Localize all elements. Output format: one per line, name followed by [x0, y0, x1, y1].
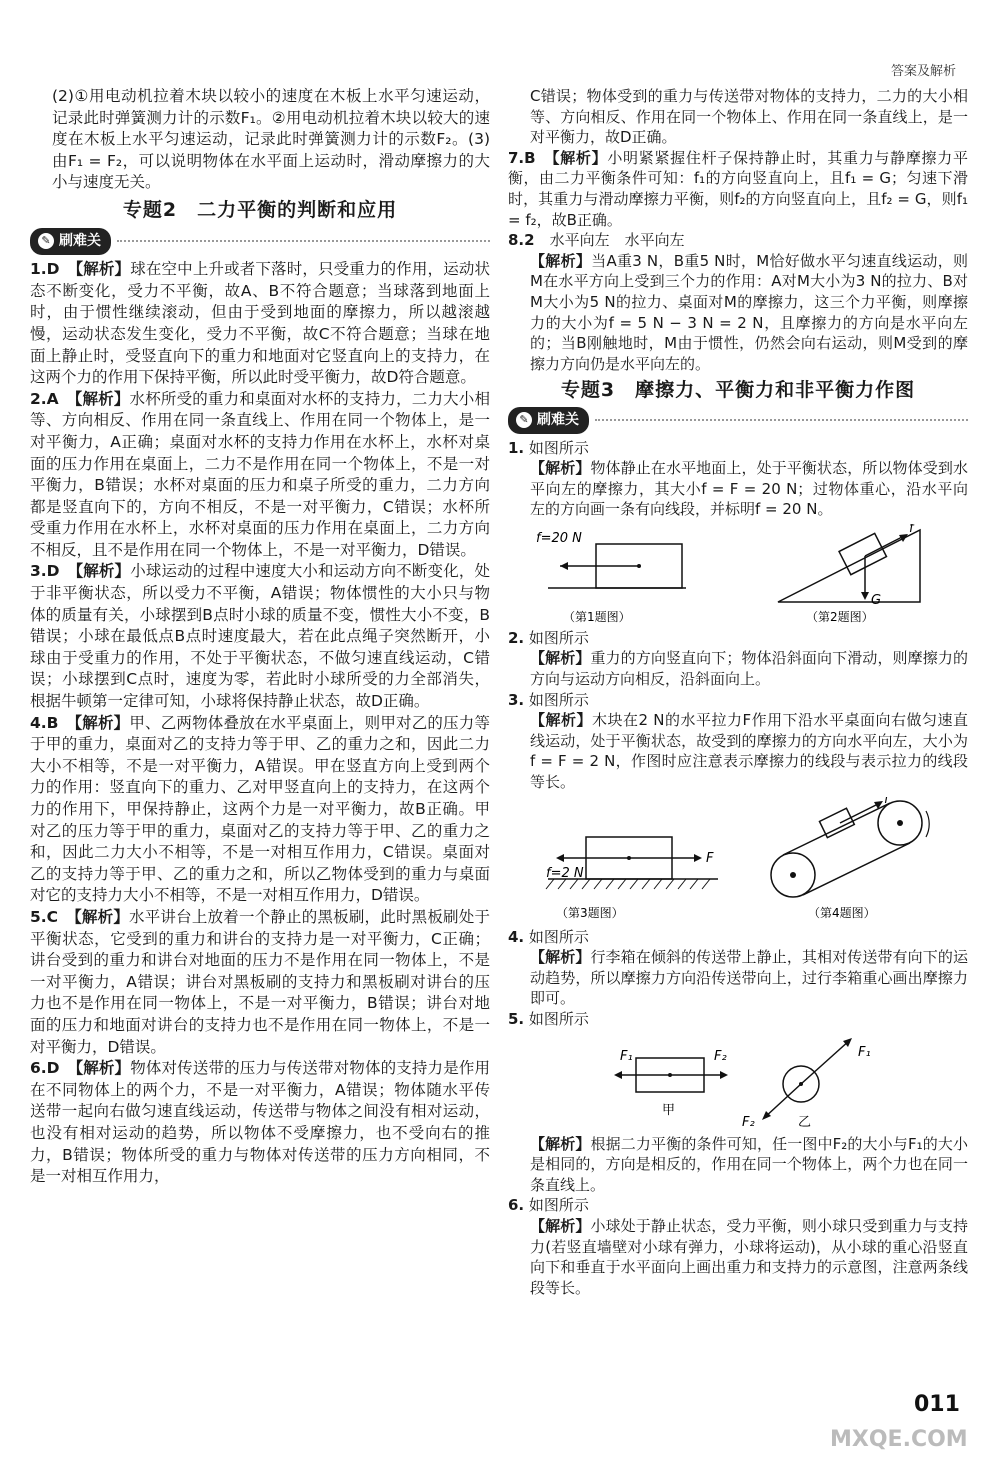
- analysis-tag: 【解析】: [74, 389, 130, 408]
- hatch-mark: [618, 879, 626, 889]
- arrow-head: [720, 1071, 728, 1079]
- hatch-mark: [654, 879, 662, 889]
- belt-top: [783, 803, 890, 855]
- label-yi: 乙: [798, 1114, 812, 1130]
- answer-item: [508, 710, 968, 792]
- hatch-mark: [642, 879, 650, 889]
- answer-item: [30, 389, 490, 562]
- incline: [778, 530, 920, 602]
- answer-item: [508, 230, 968, 251]
- answer-item: [508, 648, 968, 689]
- axle-left: [790, 872, 796, 878]
- hatch-mark: [678, 879, 686, 889]
- hatch-mark: [690, 879, 698, 889]
- badge-label: 刷难关: [537, 411, 579, 428]
- answer-number: 6.D: [30, 1059, 60, 1078]
- label-f2N: f=2 N: [546, 865, 584, 881]
- answer-text: 小球运动的过程中速度大小和运动方向不断变化，处于非平衡状态，所以受力不平衡，A错误；物体惯性的大小只与物体的质量有关，小球摆到B点时小球的质量不变，惯性大小不变，B错误；小球在最低点B点时速度最大，若在此点绳子突然断开，小球由于受重力的作用，不处于平衡状态，不做匀速直线运动，C错误；小球摆到C点时，速度为零，若此时小球所受的力全部消失，根据牛顿第一定律可知，小球将保持静止状态，故D正确。: [30, 562, 490, 711]
- analysis-tag: 【解析】: [530, 948, 591, 967]
- answer-item: [30, 1058, 490, 1188]
- continued-text: C错误；物体受到的重力与传送带对物体的支持力，二力的大小相等、方向相反、作用在同一个物体上、作用在同一条直线上，是一对平衡力，故D正确。: [530, 87, 968, 147]
- answer-number: 8.2: [508, 231, 535, 250]
- watermark-text: MXQE.COM: [830, 1427, 968, 1452]
- answer-item: [508, 251, 968, 375]
- label-f20: f=20 N: [536, 530, 582, 546]
- analysis-tag: 【解析】: [530, 251, 592, 270]
- axle-right: [897, 820, 903, 826]
- label-F: F: [706, 850, 714, 866]
- answer-head: 如图所示: [528, 1010, 589, 1028]
- answer-text: 甲、乙两物体叠放在水平桌面上，则甲对乙的压力等于甲的重力，桌面对乙的支持力等于甲、乙的重力之和，因此二力大小不相等，不是一对平衡力，A错误。甲在竖直方向上受到两个力的作用：竖直向下的重力、乙对甲竖直向上的支持力，在这两个力的作用下，甲保持静止，这两个力是一对平衡力，故B正确。甲对乙的压力等于甲的重力，桌面对乙的支持力等于甲、乙的重力之和，因此二力大小不相等，不是一对相互作用力，C错误。桌面对乙的支持力等于甲、乙的重力之和，所以乙物体受到的重力与桌面对它的支持力大小不相等，不是一对相互作用力，D错误。: [30, 713, 490, 905]
- badge-pill: [508, 407, 589, 434]
- arrow-head: [694, 854, 702, 862]
- label-F2-jia: F₂: [714, 1048, 727, 1064]
- analysis-tag: 【解析】: [552, 148, 608, 167]
- answer-text: 木块在2 N的水平拉力F作用下沿水平桌面向右做匀速直线运动，处于平衡状态，故受到的摩擦力的方向水平向左，大小为f = F = 2 N，作图时应注意表示摩擦力的线段与表示拉力的线段等长。: [530, 711, 968, 792]
- hatch-mark: [702, 879, 710, 889]
- section-title-2: 专题2 二力平衡的判断和应用: [122, 198, 398, 221]
- arrow-head: [614, 1071, 622, 1079]
- badge-dotted-line: [117, 240, 490, 242]
- watermark: [820, 1390, 990, 1454]
- answer-head: 如图所示: [528, 628, 589, 647]
- badge-shuanguan: [30, 228, 490, 256]
- answer-head: 如图所示: [528, 927, 589, 946]
- analysis-tag: 【解析】: [75, 562, 131, 581]
- answer-number: 2.A: [30, 389, 59, 408]
- figure-5-svg: [508, 1034, 968, 1130]
- analysis-tag: 【解析】: [530, 459, 591, 478]
- answer-number: 4.B: [30, 713, 59, 732]
- analysis-tag: 【解析】: [75, 260, 131, 279]
- answer-item: [508, 1195, 968, 1216]
- figure-3-4-svg: [508, 797, 968, 923]
- hatch-mark: [630, 879, 638, 889]
- answer-item: [508, 148, 968, 230]
- badge-shuanguan: [508, 407, 968, 434]
- rotation-arrow: [926, 811, 929, 837]
- badge-dotted-line: [595, 419, 968, 421]
- answer-item: [508, 438, 968, 459]
- label-F1-jia: F₁: [620, 1048, 633, 1064]
- page-number: 011: [914, 1392, 960, 1417]
- answer-item: [508, 927, 968, 948]
- answer-number: 3.: [508, 690, 525, 709]
- answer-text: 物体静止在水平地面上，处于平衡状态，所以物体受到水平向左的摩擦力，其大小f = F = 20 N；过物体重心，沿水平向左的方向画一条有向线段，并标明f = 20 N。: [530, 459, 968, 519]
- friction-arrow-4: [840, 803, 880, 823]
- answer-item: [30, 561, 490, 712]
- analysis-tag: 【解析】: [73, 907, 130, 926]
- running-header: 答案及解析: [890, 64, 956, 79]
- label-f4: f: [884, 796, 889, 807]
- answer-text: 当A重3 N，B重5 N时，M恰好做水平匀速直线运动，则M在水平方向上受到三个力的作用：A对M大小为3 N的拉力、B对M大小为5 N的拉力、桌面对M的摩擦力，这三个力平衡，则摩擦力的大小为f = 5 N − 3 N = 2 N，且摩擦力的方向是水平向左的；当B刚触地时，M由于惯性，仍然会向右运动，则M受到的摩擦力方向仍是水平向左的。: [530, 251, 968, 373]
- answer-item: [508, 628, 968, 649]
- figure-1-2: [508, 524, 968, 624]
- answer-item: [508, 1134, 968, 1196]
- badge-label: 刷难关: [59, 232, 101, 249]
- hatch-mark: [606, 879, 614, 889]
- answer-item: [508, 458, 968, 520]
- answer-head: 如图所示: [528, 438, 589, 457]
- caption-1: （第1题图）: [563, 609, 631, 624]
- answer-text: 小明紧紧握住杆子保持静止时，其重力与静摩擦力平衡，由二力平衡条件可知：f₁的方向竖直向上，且f₁ = G；匀速下滑时，其重力与滑动摩擦力平衡，则f₂的方向竖直向上，且f₂ = G，则f₁ = f₂，故B正确。: [508, 148, 968, 229]
- badge-pill: [30, 228, 111, 256]
- hatch-mark: [666, 879, 674, 889]
- answer-item: [508, 1216, 968, 1298]
- answer-number: 4.: [508, 927, 525, 946]
- belt-bottom: [803, 843, 910, 895]
- analysis-tag: 【解析】: [530, 711, 592, 730]
- answer-text: 球在空中上升或者下落时，只受重力的作用，运动状态不断变化，受力不平衡，故A、B不符合题意；当球落到地面上时，由于惯性继续滚动，但由于受到地面的摩擦力，所以越滚越慢，运动状态发生变化，受力不平衡，故C不符合题意；当球在地面上静止时，受竖直向下的重力和地面对它竖直向上的支持力，在这两个力的作用下保持平衡，所以此时受平衡力，故D符合题意。: [30, 260, 490, 387]
- analysis-tag: 【解析】: [530, 649, 591, 668]
- hatch-mark: [594, 879, 602, 889]
- label-F1-yi: F₁: [858, 1044, 871, 1060]
- answer-number: 3.D: [30, 562, 60, 581]
- answer-text: 水平讲台上放着一个静止的黑板刷，此时黑板刷处于平衡状态，它受到的重力和讲台的支持力是一对平衡力，C正确；讲台受到的重力和讲台对地面的压力不是作用在同一物体上，不是一对平衡力，A错误；讲台对黑板刷的支持力和黑板刷对讲台的压力也不是作用在同一物体上，不是一对平衡力，B错误；讲台对地面的压力和地面对讲台的支持力也不是作用在同一物体上，不是一对平衡力，D错误。: [30, 907, 490, 1056]
- caption-2: （第2题图）: [806, 609, 874, 624]
- block-2: [839, 533, 886, 574]
- answer-item: [508, 690, 968, 711]
- right-column: [508, 86, 968, 1298]
- answer-text: 水杯所受的重力和桌面对水杯的支持力，二力大小相等、方向相反、作用在同一条直线上、作用在同一个物体上，是一对平衡力，A正确；桌面对水杯的支持力作用在水杯上，水杯对桌面的压力作用在桌面上，二力不是作用在同一个物体上，不是一对平衡力，B错误；水杯对桌面的压力和桌子所受的重力，二力方向都是竖直向下的，方向不相反，不是一对平衡力，C错误；水杯所受重力作用在水杯上，水杯对桌面的压力作用在桌面上，二力方向不相反，且不是作用在同一个物体上，不是一对平衡力，D错误。: [30, 389, 490, 559]
- label-f: f: [909, 523, 914, 536]
- answer-number: 7.B: [508, 148, 536, 167]
- figure-3-4: [508, 797, 968, 923]
- friction-arrow-2: [865, 535, 906, 556]
- analysis-tag: 【解析】: [74, 713, 130, 732]
- analysis-tag: 【解析】: [530, 1216, 591, 1235]
- caption-3: （第3题图）: [556, 905, 624, 920]
- analysis-tag: 【解析】: [530, 1134, 591, 1153]
- arrow-head: [556, 854, 564, 862]
- answer-number: 2.: [508, 628, 525, 647]
- answer-text: 根据二力平衡的条件可知，任一图中F₂的大小与F₁的大小是相同的，方向是相反的，作用在同一个物体上，两个力也在同一条直线上。: [530, 1134, 968, 1194]
- label-jia: 甲: [662, 1102, 676, 1118]
- figure-1-2-svg: [508, 524, 968, 624]
- label-F2-yi: F₂: [742, 1114, 755, 1130]
- intro-paragraph: (2)①用电动机拉着木块以较小的速度在木板上水平匀速运动，记录此时弹簧测力计的示数F₁。②用电动机拉着木块以较大的速度在木板上水平匀速运动，记录此时弹簧测力计的示数F₂。(3)由F₁ = F₂，可以说明物体在水平面上运动时，滑动摩擦力的大小与速度无关。: [52, 87, 490, 192]
- label-G: G: [871, 592, 882, 608]
- arrow-head: [861, 592, 869, 600]
- left-column: [30, 86, 490, 1188]
- block-2-rect: [839, 533, 886, 574]
- answer-item: [508, 947, 968, 1009]
- answer-number: 5.C: [30, 907, 59, 926]
- answer-head: 如图所示: [528, 690, 589, 709]
- answer-number: 1.D: [30, 260, 60, 279]
- answer-number: 1.: [508, 438, 525, 457]
- answer-value: 水平向左 水平向左: [549, 231, 685, 250]
- center-dot: [637, 564, 641, 568]
- force-f1-yi: [801, 1040, 850, 1084]
- center-dot: [627, 856, 631, 860]
- answer-text: 重力的方向竖直向下；物体沿斜面向下滑动，则摩擦力的方向与运动方向相反，沿斜面向上。: [530, 649, 968, 689]
- answer-item: [508, 1009, 968, 1030]
- badge-icon: ✎: [516, 412, 532, 428]
- badge-icon: ✎: [38, 233, 54, 249]
- arrow-head: [560, 562, 568, 570]
- answer-head: 如图所示: [528, 1196, 589, 1215]
- center-dot: [668, 1073, 672, 1077]
- section-title-3: 专题3 摩擦力、平衡力和非平衡力作图: [560, 379, 916, 402]
- caption-4: （第4题图）: [808, 905, 876, 920]
- answer-text: 小球处于静止状态，受力平衡，则小球只受到重力与支持力(若竖直墙壁对小球有弹力，小球将运动)，从小球的重心沿竖直向下和垂直于水平面向上画出重力和支持力的示意图，注意两条线段等长。: [530, 1216, 968, 1297]
- figure-5: [508, 1034, 968, 1130]
- answer-number: 5.: [508, 1010, 525, 1028]
- answer-text: 物体对传送带的压力与传送带对物体的支持力是作用在不同物体上的两个力，不是一对平衡力，A错误；物体随水平传送带一起向右做匀速直线运动，传送带与物体之间没有相对运动，也没有相对运动的趋势，所以物体不受摩擦力，也不受向右的推力，B错误；物体所受的重力与物体对传送带的压力方向相同，不是一对相互作用力，: [30, 1059, 490, 1186]
- answer-text: 行李箱在倾斜的传送带上静止，其相对传送带有向下的运动趋势，所以摩擦力方向沿传送带向上，过行李箱重心画出摩擦力即可。: [530, 948, 968, 1008]
- analysis-tag: 【解析】: [75, 1059, 131, 1078]
- answer-item: [30, 713, 490, 907]
- answer-item: [30, 259, 490, 389]
- answer-item: [30, 907, 490, 1058]
- answer-number: 6.: [508, 1196, 525, 1215]
